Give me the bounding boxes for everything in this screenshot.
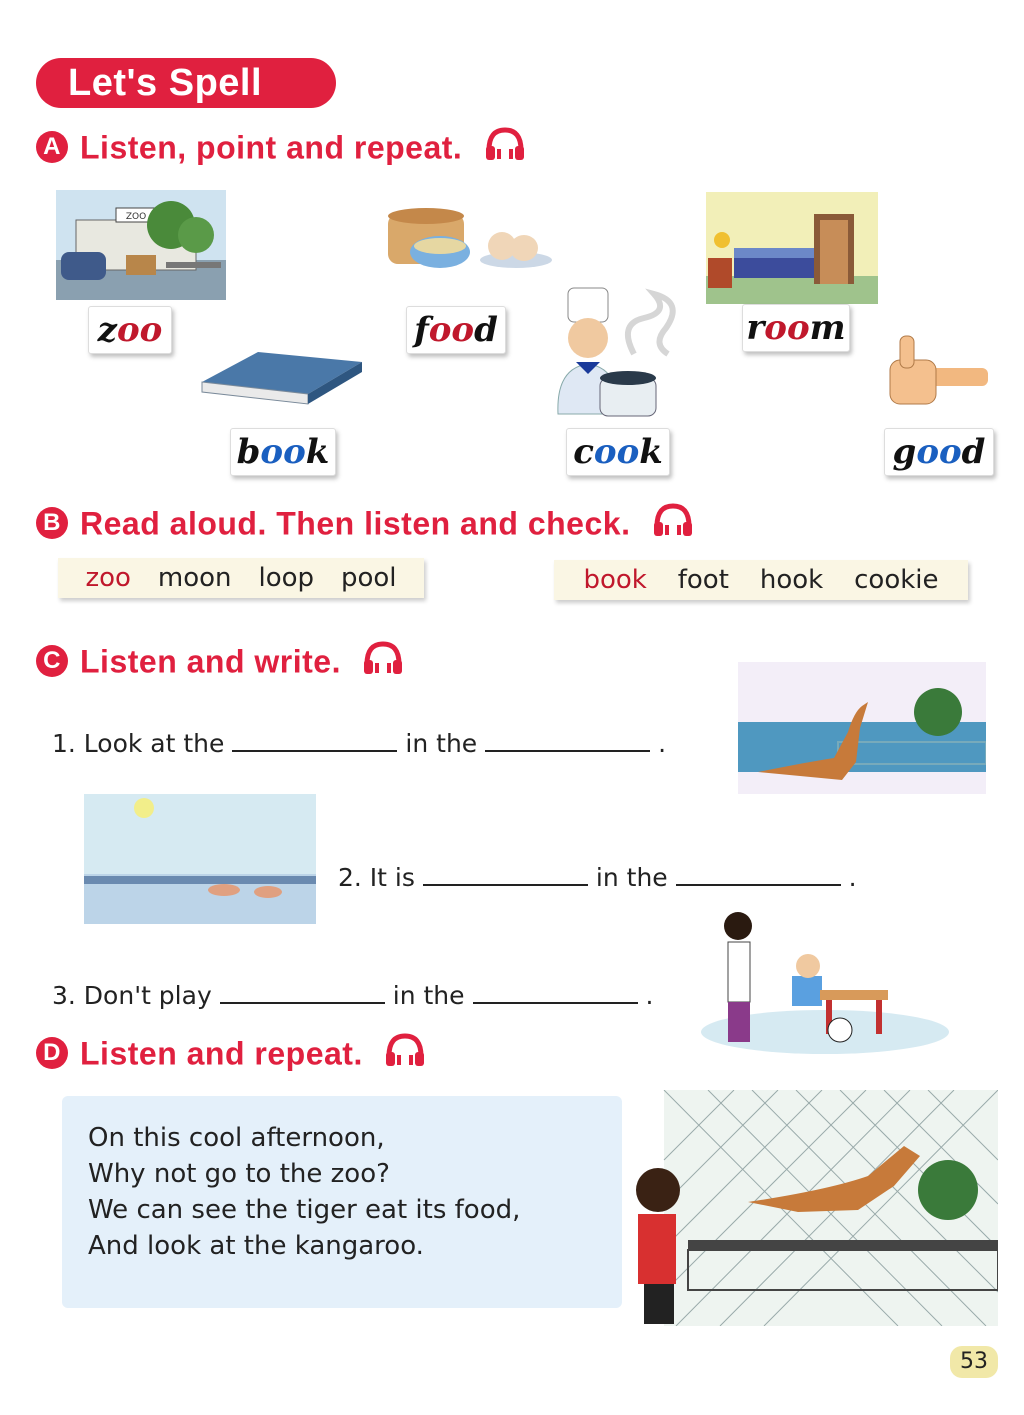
kangaroo-picture bbox=[738, 662, 986, 794]
zoo-sign-text: ZOO bbox=[125, 212, 147, 222]
write-question-2: 2. It is in the . bbox=[338, 863, 857, 892]
word-card-good[interactable]: good bbox=[884, 428, 994, 476]
check-word[interactable]: pool bbox=[340, 563, 397, 593]
check-word[interactable]: foot bbox=[677, 565, 729, 595]
page-title: Let's Spell bbox=[36, 58, 336, 108]
write-question-3: 3. Don't play in the . bbox=[52, 981, 654, 1010]
word-card-cook[interactable]: cook bbox=[566, 428, 670, 476]
answer-blank[interactable] bbox=[485, 728, 650, 752]
write-question-1: 1. Look at the in the . bbox=[52, 729, 667, 758]
section-c-heading bbox=[36, 642, 404, 686]
answer-blank[interactable] bbox=[423, 862, 588, 886]
section-a-heading bbox=[36, 128, 526, 172]
section-letter-d: D bbox=[36, 1037, 68, 1069]
headphones-icon[interactable] bbox=[384, 1032, 426, 1076]
headphones-icon[interactable] bbox=[362, 640, 404, 684]
poem bbox=[88, 1120, 520, 1264]
poem-line: On this cool afternoon, bbox=[88, 1123, 385, 1153]
section-letter-b: B bbox=[36, 507, 68, 539]
check-word[interactable]: cookie bbox=[854, 565, 939, 595]
classroom-football-picture bbox=[700, 906, 950, 1058]
section-letter-a: A bbox=[36, 131, 68, 163]
swimming-pool-picture bbox=[84, 794, 316, 924]
section-letter-c: C bbox=[36, 645, 68, 677]
answer-blank[interactable] bbox=[232, 728, 397, 752]
section-c-title: Listen and write. bbox=[80, 643, 341, 680]
headphones-icon[interactable] bbox=[484, 126, 526, 170]
section-a-title: Listen, point and repeat. bbox=[80, 129, 463, 166]
check-word[interactable]: zoo bbox=[85, 563, 131, 593]
section-b-heading bbox=[36, 504, 694, 548]
check-strip-oo-long bbox=[58, 558, 424, 598]
headphones-icon[interactable] bbox=[652, 502, 694, 546]
word-card-zoo[interactable]: zoo bbox=[88, 306, 172, 354]
boy-at-zoo-picture bbox=[628, 1090, 998, 1326]
check-word[interactable]: book bbox=[583, 565, 647, 595]
section-b-title: Read aloud. Then listen and check. bbox=[80, 505, 631, 542]
cook-picture bbox=[548, 284, 690, 424]
poem-line: We can see the tiger eat its food, bbox=[88, 1195, 521, 1225]
section-d-heading bbox=[36, 1034, 426, 1078]
answer-blank[interactable] bbox=[676, 862, 841, 886]
section-d-title: Listen and repeat. bbox=[80, 1035, 363, 1072]
book-picture bbox=[198, 348, 364, 406]
word-card-room[interactable]: room bbox=[742, 304, 850, 352]
room-picture bbox=[706, 192, 878, 304]
check-word[interactable]: hook bbox=[759, 565, 824, 595]
word-card-book[interactable]: book bbox=[230, 428, 336, 476]
word-card-food[interactable]: food bbox=[406, 306, 506, 354]
poem-line: And look at the kangaroo. bbox=[88, 1231, 424, 1261]
zoo-picture bbox=[56, 190, 226, 300]
food-picture bbox=[378, 206, 554, 278]
page-number: 53 bbox=[950, 1346, 998, 1378]
answer-blank[interactable] bbox=[473, 980, 638, 1004]
check-strip-oo-short bbox=[554, 560, 968, 600]
check-word[interactable]: loop bbox=[258, 563, 315, 593]
thumbs-up-picture bbox=[886, 334, 988, 408]
check-word[interactable]: moon bbox=[157, 563, 232, 593]
answer-blank[interactable] bbox=[220, 980, 385, 1004]
poem-line: Why not go to the zoo? bbox=[88, 1159, 390, 1189]
